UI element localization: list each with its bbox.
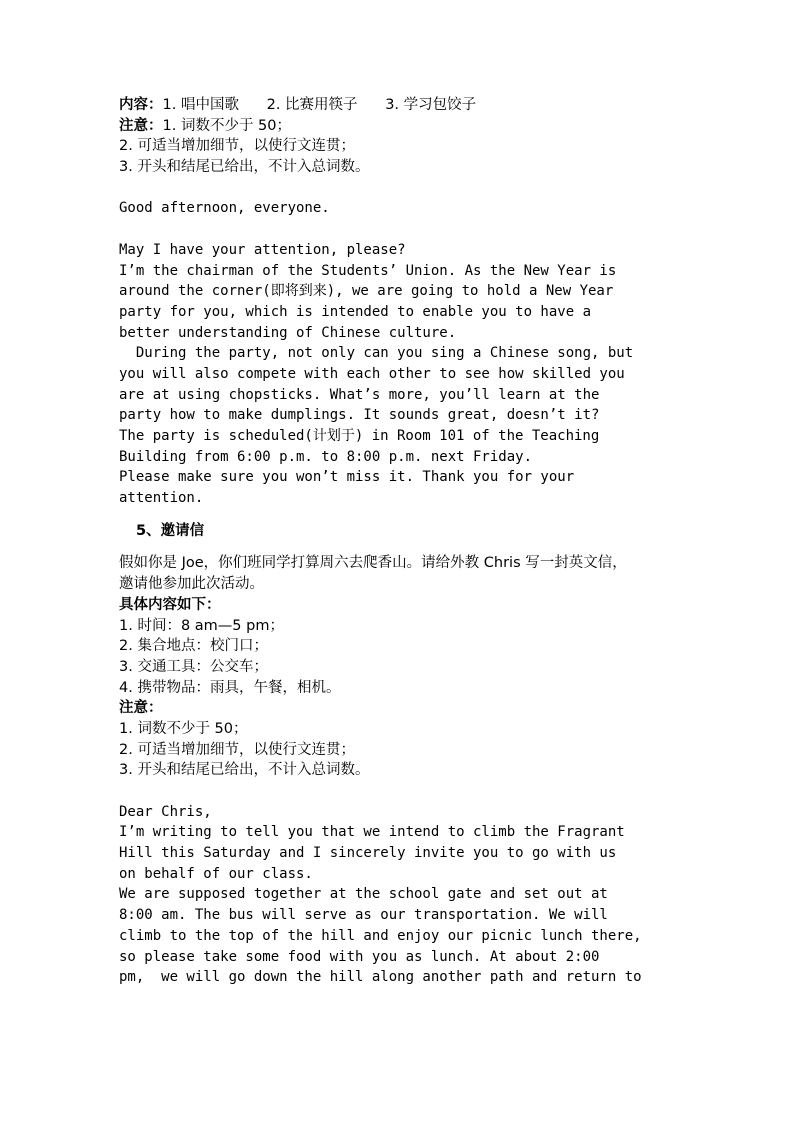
letter-line: climb to the top of the hill and enjoy our picnic lunch there, xyxy=(119,927,642,944)
detail-item: 4. 携带物品：雨具，午餐，相机。 xyxy=(119,679,341,696)
note-2: 2. 可适当增加细节，以使行文连贯； xyxy=(119,138,355,155)
detail-item: 3. 交通工具：公交车； xyxy=(119,658,268,675)
content-label: 内容： xyxy=(119,97,163,113)
note-item: 2. 可适当增加细节，以使行文连贯； xyxy=(119,741,355,758)
speech-line: around the corner(即将到来), we are going to hold a New Year xyxy=(119,283,614,300)
letter-line: on behalf of our class. xyxy=(119,865,313,882)
detail-item: 2. 集合地点：校门口； xyxy=(119,638,268,655)
speech-line: are at using chopsticks. What’s more, you’ll learn at the xyxy=(119,386,600,403)
notes-label: 注意： xyxy=(119,117,163,134)
speech-line: better understanding of Chinese culture. xyxy=(119,324,457,341)
letter-line: 8:00 am. The bus will serve as our transportation. We will xyxy=(119,907,608,924)
speech-line: you will also compete with each other to see how skilled you xyxy=(119,365,625,382)
speech-line: I’m the chairman of the Students’ Union. As the New Year is xyxy=(119,262,617,279)
letter-line: so please take some food with you as lunch. At about 2:00 xyxy=(119,948,600,965)
letter-line: Hill this Saturday and I sincerely invite you to go with us xyxy=(119,845,617,862)
notes-line xyxy=(119,116,694,137)
speech-line: The party is scheduled(计划于) in Room 101 of the Teaching xyxy=(119,428,600,444)
document-content xyxy=(119,95,694,988)
speech-line: Please make sure you won’t miss it. Thank you for your xyxy=(119,469,575,486)
content-text: 1. 唱中国歌 2. 比赛用筷子 3. 学习包饺子 xyxy=(162,97,477,113)
note-item: 1. 词数不少于 50； xyxy=(119,720,248,737)
note-1: 1. 词数不少于 50； xyxy=(162,117,292,134)
letter-line: Dear Chris, xyxy=(119,803,212,820)
details-label: 具体内容如下： xyxy=(119,596,221,613)
note-item: 3. 开头和结尾已给出，不计入总词数。 xyxy=(119,762,370,779)
speech-line: Building from 6:00 p.m. to 8:00 p.m. next Friday. xyxy=(119,448,533,465)
speech-line: attention. xyxy=(119,490,204,507)
section-heading: 5、邀请信 xyxy=(136,522,205,539)
speech-line: May I have your attention, please? xyxy=(119,241,406,258)
content-line xyxy=(119,95,694,116)
detail-item: 1. 时间：8 am—5 pm； xyxy=(119,617,284,634)
letter-line: pm, we will go down the hill along another path and return to xyxy=(119,969,642,986)
note-3: 3. 开头和结尾已给出，不计入总词数。 xyxy=(119,159,370,176)
notes-label-2: 注意： xyxy=(119,700,163,717)
prompt-line-2: 邀请他参加此次活动。 xyxy=(119,576,264,593)
speech-greeting: Good afternoon, everyone. xyxy=(119,200,330,217)
prompt-line-1: 假如你是 Joe，你们班同学打算周六去爬香山。请给外教 Chris 写一封英文信， xyxy=(119,555,627,572)
letter-line: We are supposed together at the school gate and set out at xyxy=(119,886,608,903)
letter-line: I’m writing to tell you that we intend to climb the Fragrant xyxy=(119,824,625,841)
speech-line: party how to make dumplings. It sounds great, doesn’t it? xyxy=(119,407,600,424)
speech-line: During the party, not only can you sing a Chinese song, but xyxy=(119,345,634,362)
speech-line: party for you, which is intended to enable you to have a xyxy=(119,303,592,320)
